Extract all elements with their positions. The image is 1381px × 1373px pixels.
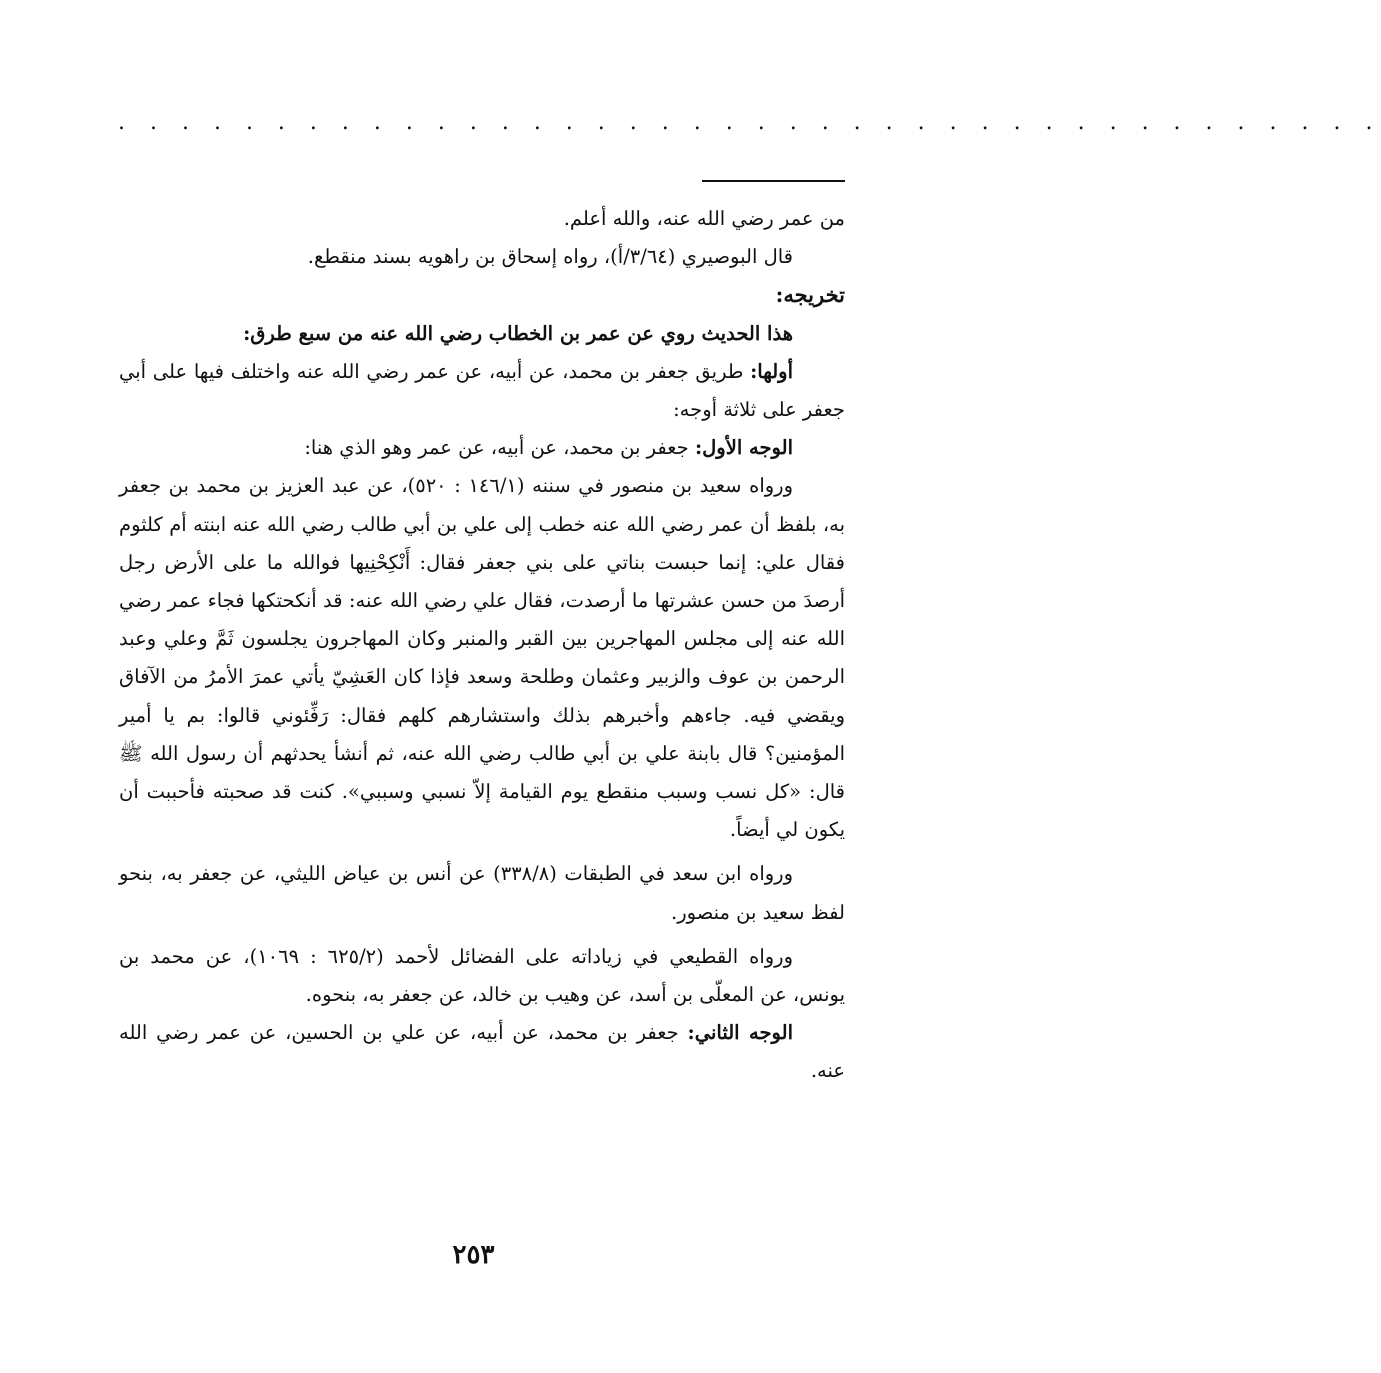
paragraph-4-text: طريق جعفر بن محمد، عن أبيه، عن عمر رضي الله عنه واختلف فيها على أبي جعفر على ثلاثة أوجه: (119, 359, 845, 422)
paragraph-7: ورواه ابن سعد في الطبقات (٣٣٨/٨) عن أنس بن عياض الليثي، عن جعفر به، بنحو لفظ سعيد بن منصور. (119, 862, 845, 924)
paragraph-6: ورواه سعيد بن منصور في سننه (١٤٦/١ : ٥٢٠)، عن عبد العزيز بن محمد بن جعفر به، بلفظ أن عمر رضي الله عنه خطب إلى علي بن أبي طالب رضي الله عنه ابنته أم كلثوم فقال علي: إنما حبست بناتي على بني جعفر فقال: أَنْكِحْنِيها فوالله ما على الأرض رجل أرصدَ من حسن عشرتها ما أرصدت، فقال علي رضي الله عنه: قد أنكحتكها فجاء عمر رضي الله عنه إلى مجلس المهاجرين بين القبر والمنبر وكان المهاجرون يجلسون ثَمَّ وعلي وعبد الرحمن بن عوف والزبير وعثمان وطلحة وسعد فإذا كان العَشِيّ يأتي عمرَ الأمرُ من الآفاق ويقضي فيه. جاءهم وأخبرهم بذلك واستشارهم كلهم فقال: رَفِّئوني قالوا: بم يا أمير المؤمنين؟ قال بابنة علي بن أبي طالب رضي الله عنه، ثم أنشأ يحدثهم أن رسول الله ﷺ قال: «كل نسب وسبب منقطع يوم القيامة إلاّ نسبي وسببي». كنت قد صحبته فأحببت أن يكون لي أيضاً. (119, 474, 846, 842)
paragraph-9 (119, 1014, 845, 1090)
paragraph-4-label: أولها: (750, 359, 793, 383)
paragraph-5-label: الوجه الأول: (694, 436, 793, 460)
paragraph-3: هذا الحديث روي عن عمر بن الخطاب رضي الله عنه من سبع طرق: (243, 321, 793, 345)
separator-dots: . . . . . . . . . . . . . . . . . . . . . . . . . . . . . . . . . . . . . . . . (118, 110, 1381, 135)
paragraph-4 (119, 353, 845, 429)
paragraph-5 (119, 429, 845, 467)
paragraph-1: من عمر رضي الله عنه، والله أعلم. (563, 207, 845, 230)
paragraph-9-text: جعفر بن محمد، عن أبيه، عن علي بن الحسين، عن عمر رضي الله عنه. (119, 1021, 845, 1083)
paragraph-2: قال البوصيري (٣/٦٤/أ)، رواه إسحاق بن راهويه بسند منقطع. (307, 245, 793, 269)
section-heading: تخريجه: (775, 282, 845, 308)
paragraph-9-label: الوجه الثاني: (687, 1021, 793, 1045)
footnote-rule (702, 180, 845, 182)
body-text (119, 200, 845, 1091)
page-number: ٢٥٣ (452, 1240, 495, 1270)
paragraph-8: ورواه القطيعي في زياداته على الفضائل لأحمد (٦٢٥/٢ : ١٠٦٩)، عن محمد بن يونس، عن المعلّى بن أسد، عن وهيب بن خالد، عن جعفر به، بنحوه. (119, 944, 845, 1007)
paragraph-5-text: جعفر بن محمد، عن أبيه، عن عمر وهو الذي هنا: (304, 436, 689, 460)
